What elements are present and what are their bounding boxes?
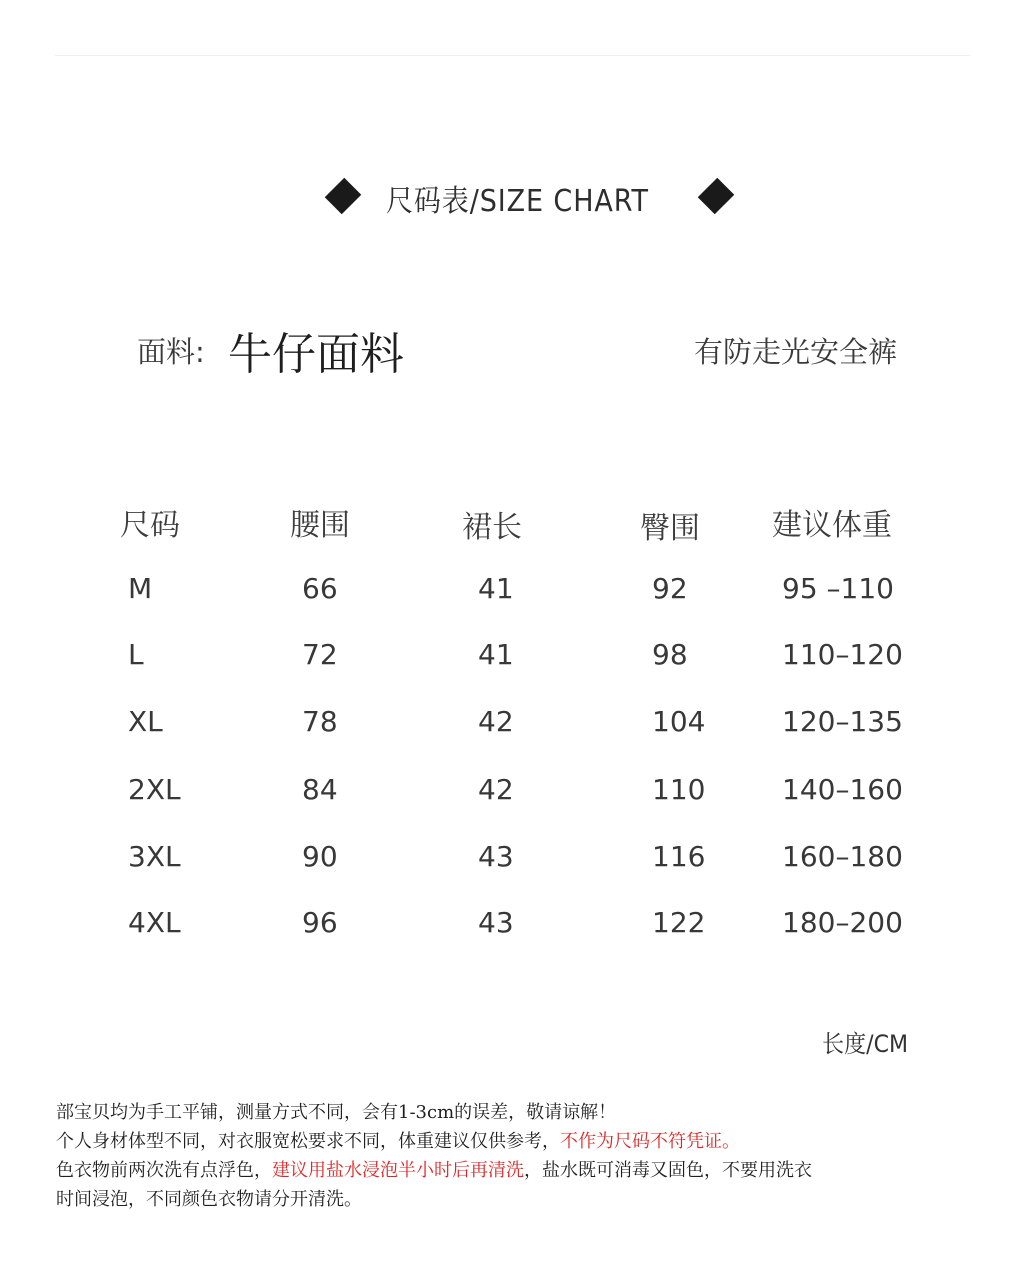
- size-chart-heading: [0, 170, 1024, 220]
- page-title: 尺码表/SIZE CHART: [386, 184, 649, 219]
- table-cell-length: 41: [478, 572, 514, 605]
- table-cell-hip: 110: [652, 773, 706, 806]
- table-cell-waist: 78: [302, 705, 338, 738]
- table-cell-size: 2XL: [128, 773, 181, 806]
- safety-shorts-note: 有防走光安全裤: [694, 335, 898, 369]
- column-header-length: 裙长: [462, 510, 522, 545]
- table-cell-weight: 160–180: [782, 840, 903, 873]
- table-cell-weight: 95 –110: [782, 572, 894, 605]
- column-header-size: 尺码: [120, 508, 180, 543]
- top-divider: [55, 55, 970, 56]
- table-cell-length: 42: [478, 773, 514, 806]
- column-header-weight: 建议体重: [772, 508, 892, 543]
- note-line: [56, 1127, 986, 1156]
- table-cell-length: 42: [478, 705, 514, 738]
- table-cell-size: 3XL: [128, 840, 181, 873]
- column-header-hip: 臀围: [640, 511, 700, 546]
- note-text: 部宝贝均为手工平铺，测量方式不同，会有1-3cm的误差，敬请谅解！: [56, 1102, 617, 1123]
- table-cell-length: 41: [478, 638, 514, 671]
- table-cell-hip: 116: [652, 840, 706, 873]
- table-cell-weight: 140–160: [782, 773, 903, 806]
- column-header-waist: 腰围: [290, 508, 350, 543]
- fabric-value: 牛仔面料: [228, 329, 404, 380]
- care-notes: [56, 1098, 986, 1214]
- table-cell-weight: 180–200: [782, 906, 903, 939]
- diamond-right-icon: [698, 178, 734, 214]
- table-cell-waist: 66: [302, 572, 338, 605]
- table-cell-hip: 104: [652, 705, 706, 738]
- note-text: ，盐水既可消毒又固色，不要用洗衣: [524, 1160, 812, 1181]
- diamond-left-icon: [325, 178, 361, 214]
- fabric-label: 面料:: [137, 335, 205, 369]
- table-cell-length: 43: [478, 840, 514, 873]
- table-cell-hip: 98: [652, 638, 688, 671]
- note-warning-text: 不作为尺码不符凭证。: [560, 1131, 740, 1152]
- table-cell-hip: 122: [652, 906, 706, 939]
- note-line: [56, 1098, 986, 1127]
- table-cell-length: 43: [478, 906, 514, 939]
- table-cell-waist: 90: [302, 840, 338, 873]
- note-warning-text: 建议用盐水浸泡半小时后再清洗: [272, 1160, 524, 1181]
- table-cell-weight: 110–120: [782, 638, 903, 671]
- note-text: 时间浸泡，不同颜色衣物请分开清洗。: [56, 1189, 362, 1210]
- unit-note: 长度/CM: [822, 1030, 909, 1058]
- table-cell-hip: 92: [652, 572, 688, 605]
- note-text: 色衣物前两次洗有点浮色，: [56, 1160, 272, 1181]
- table-cell-waist: 72: [302, 638, 338, 671]
- table-cell-size: M: [128, 572, 153, 605]
- note-line: [56, 1185, 986, 1214]
- table-cell-waist: 84: [302, 773, 338, 806]
- table-cell-size: XL: [128, 705, 163, 738]
- table-cell-size: L: [128, 638, 144, 671]
- table-cell-waist: 96: [302, 906, 338, 939]
- table-cell-weight: 120–135: [782, 705, 903, 738]
- note-line: [56, 1156, 986, 1185]
- table-cell-size: 4XL: [128, 906, 181, 939]
- note-text: 个人身材体型不同，对衣服宽松要求不同，体重建议仅供参考，: [56, 1131, 560, 1152]
